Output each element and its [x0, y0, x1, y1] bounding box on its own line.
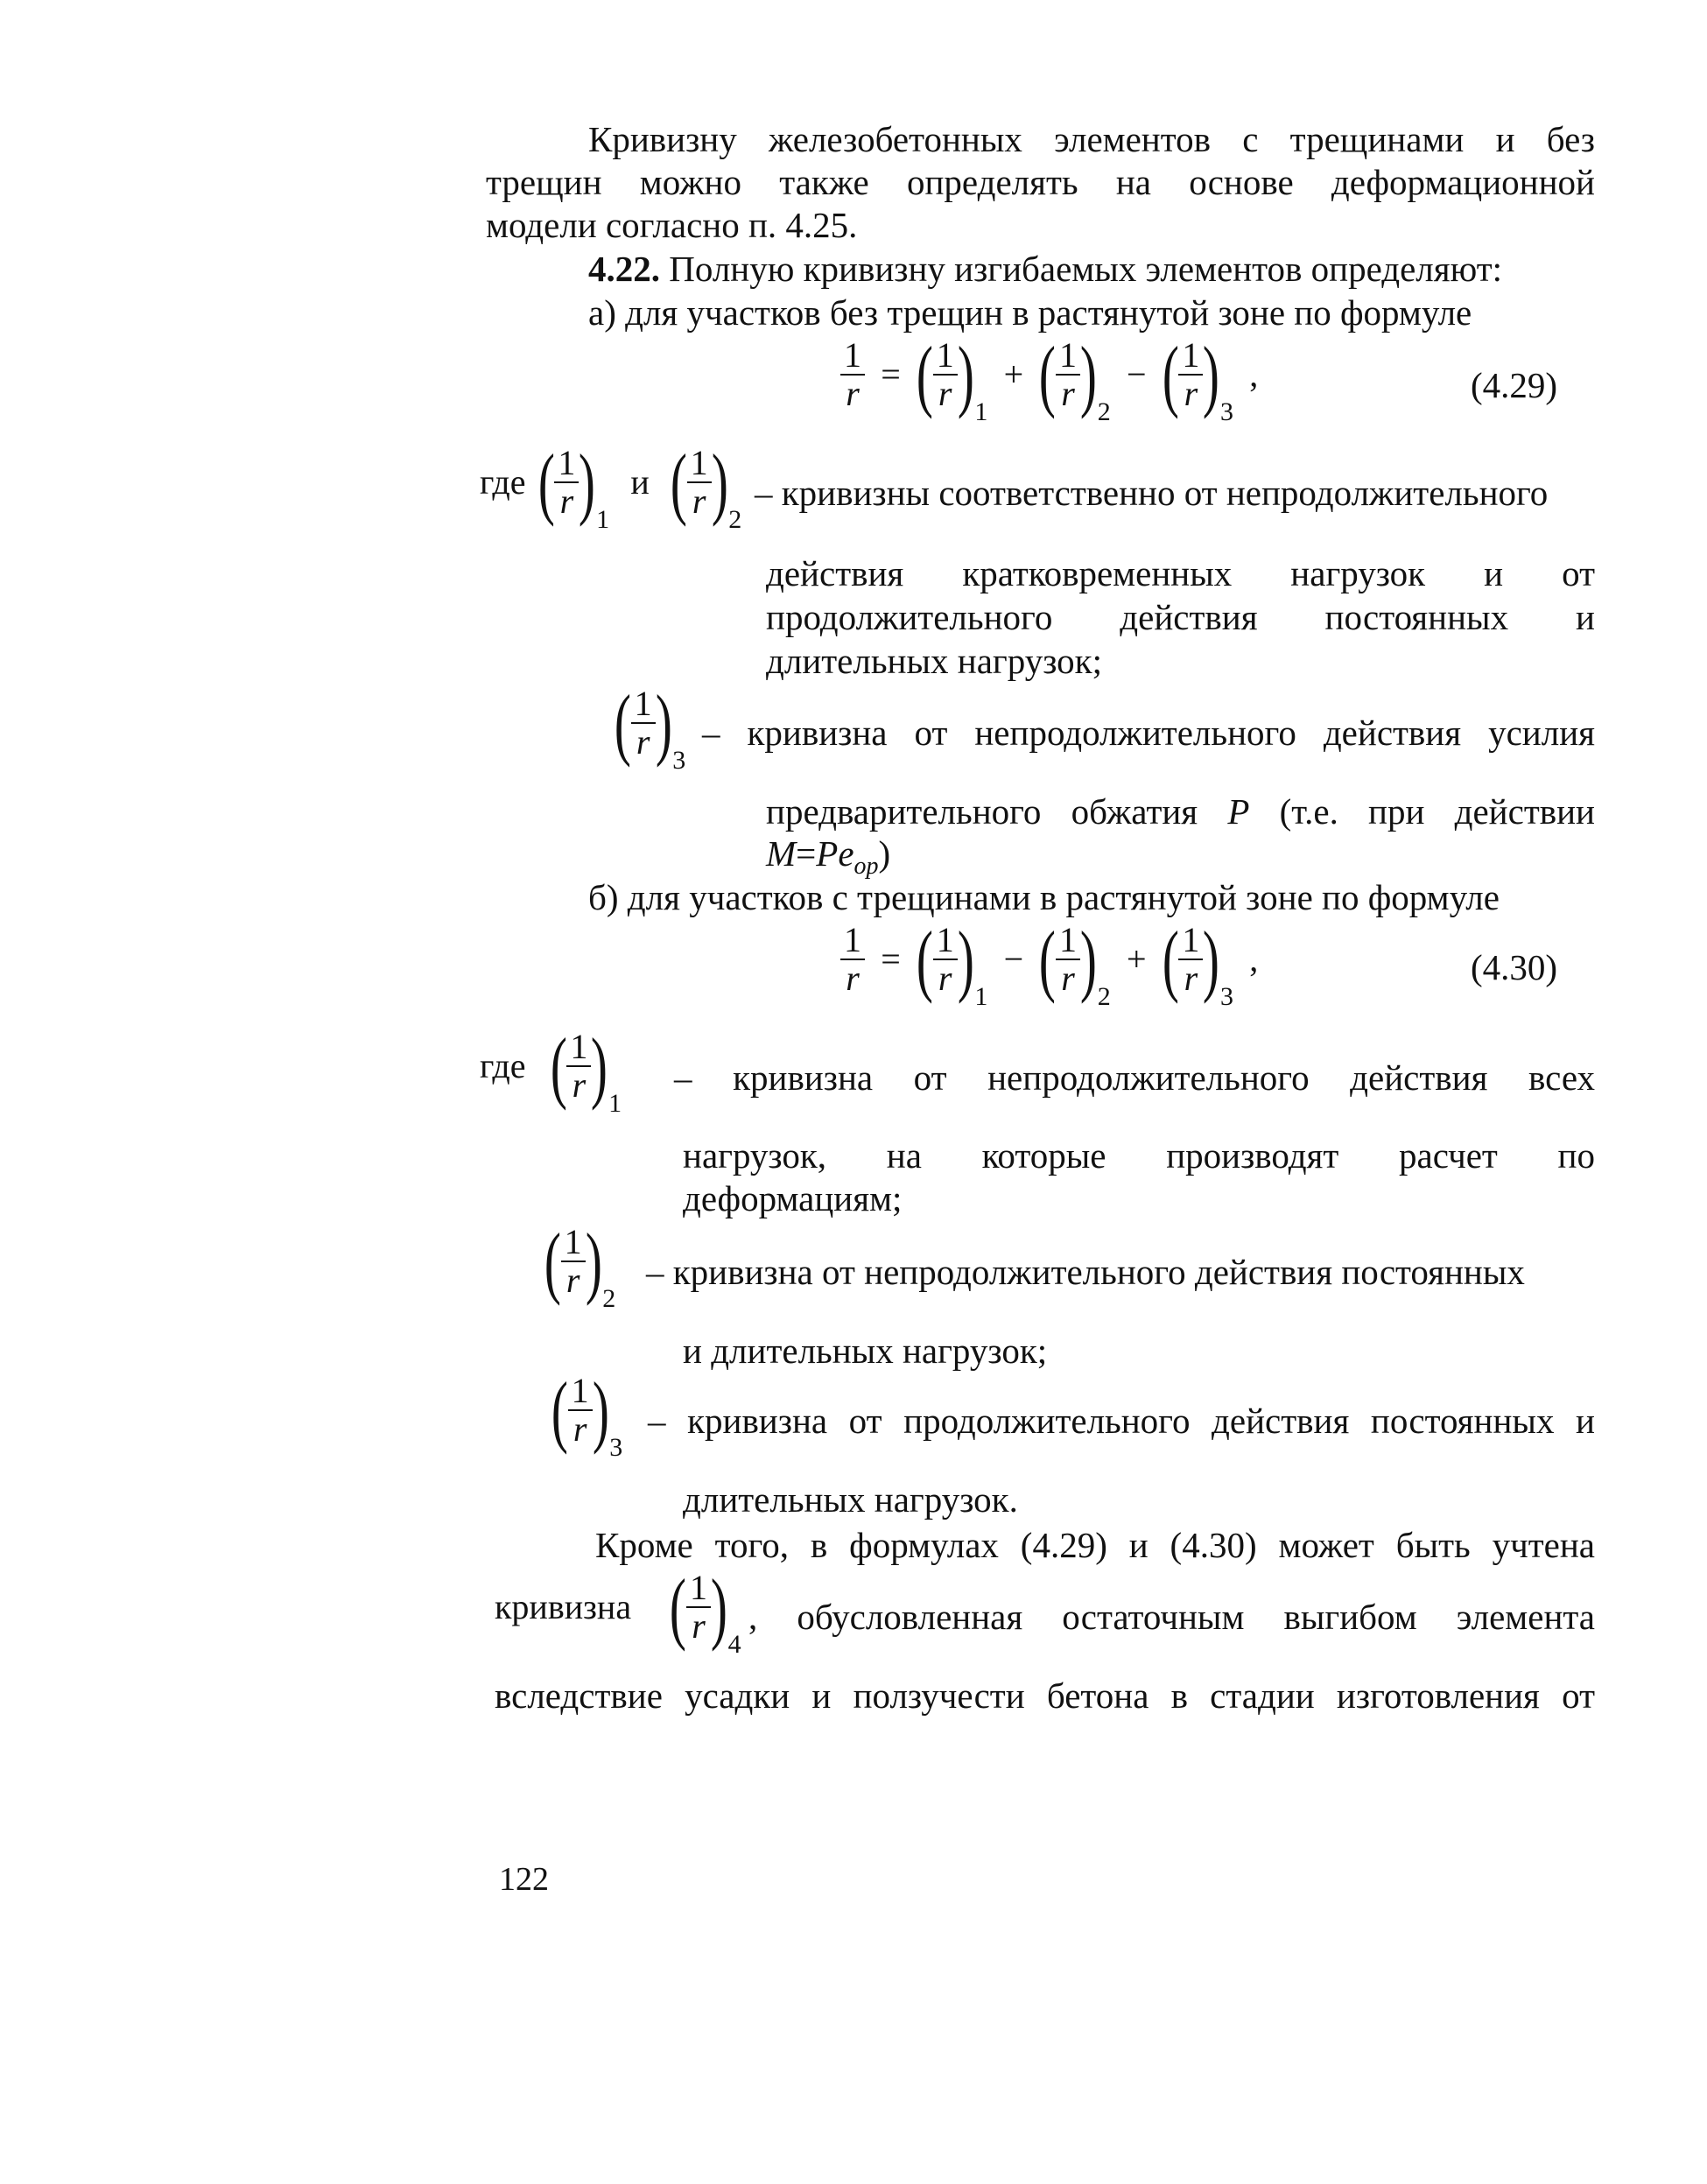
text-line: , обусловленная остаточным выгибом элемента — [748, 1597, 1595, 1637]
text-line: – кривизна от непродолжительного действия всех — [674, 1057, 1595, 1098]
curvature-term: ( $\frac{1}{r}$ ) 1 — [550, 1022, 622, 1118]
text-line: деформациям; — [683, 1178, 903, 1218]
equation-number: (4.29) — [1471, 365, 1558, 405]
where-line-1: где ( $\frac{1}{r}$ ) 1 и ( $\frac{1}{r}$ ) 2 — [480, 438, 742, 534]
text-line: – кривизны соответственно от непродолжительного — [755, 473, 1549, 513]
page-number: 122 — [499, 1861, 549, 1898]
curvature-term: ( $\frac{1}{r}$ ) 3 — [1162, 915, 1234, 1011]
text-line: предварительного обжатия P (т.е. при действии — [766, 791, 1595, 832]
where-term-3 — [614, 678, 686, 775]
text-line: $M=Pe_{op}$) — [766, 833, 891, 881]
text-line: Кроме того, в формулах (4.29) и (4.30) может быть учтена — [595, 1525, 1595, 1565]
where-term-b2 — [544, 1217, 616, 1313]
fraction: $\frac{1}{r}$ — [840, 922, 865, 997]
text-line: а) для участков без трещин в растянутой зоне по формуле — [588, 292, 1472, 333]
curvature-term: ( $\frac{1}{r}$ ) 3 — [614, 678, 686, 775]
curvature-term: ( $\frac{1}{r}$ ) 4 — [670, 1563, 741, 1659]
section-number: 4.22. — [588, 249, 660, 289]
text-line: вследствие усадки и ползучести бетона в стадии изготовления от — [495, 1675, 1595, 1716]
where-line-b1: где ( $\frac{1}{r}$ ) 1 — [480, 1022, 622, 1118]
text-line: длительных нагрузок. — [683, 1479, 1018, 1520]
curvature-term: ( $\frac{1}{r}$ ) 2 — [670, 438, 742, 534]
fraction: $\frac{1}{r}$ — [840, 337, 865, 412]
text-line: – кривизна от продолжительного действия постоянных и — [648, 1401, 1595, 1441]
formula-4-30: $\frac{1}{r}$ = ( $\frac{1}{r}$ ) 1 − ( $\frac{1}{r}$ ) 2 + ( $\frac{1}{r}$ ) 3 , — [840, 919, 1265, 1000]
text-line: б) для участков с трещинами в растянутой зоне по формуле — [588, 877, 1500, 917]
text-line: длительных нагрузок; — [766, 641, 1102, 681]
formula-4-29: $\frac{1}{r}$ = ( $\frac{1}{r}$ ) 1 + ( $\frac{1}{r}$ ) 2 − ( $\frac{1}{r}$ ) 3 , — [840, 334, 1265, 415]
curvature-4-line: кривизна ( $\frac{1}{r}$ ) 4 — [495, 1563, 741, 1659]
curvature-term: ( $\frac{1}{r}$ ) 1 — [916, 915, 988, 1011]
text-line: трещин можно также определять на основе деформационной — [486, 162, 1595, 202]
text-line: – кривизна от непродолжительного действия постоянных — [646, 1252, 1525, 1292]
text-line: нагрузок, на которые производят расчет по — [683, 1135, 1595, 1176]
curvature-term: ( $\frac{1}{r}$ ) 2 — [544, 1217, 616, 1313]
text-line: действия кратковременных нагрузок и от — [766, 553, 1595, 593]
section-heading-line — [588, 247, 1502, 291]
curvature-term: ( $\frac{1}{r}$ ) 1 — [916, 330, 988, 426]
text-line: Кривизну железобетонных элементов с трещинами и без — [588, 119, 1595, 159]
curvature-term: ( $\frac{1}{r}$ ) 3 — [551, 1366, 623, 1462]
curvature-term: ( $\frac{1}{r}$ ) 2 — [1039, 915, 1111, 1011]
curvature-term: ( $\frac{1}{r}$ ) 1 — [537, 438, 610, 534]
text-line: продолжительного действия постоянных и — [766, 597, 1595, 637]
text-line: модели согласно п. 4.25. — [486, 205, 858, 245]
curvature-term: ( $\frac{1}{r}$ ) 3 — [1162, 330, 1234, 426]
where-term-b3 — [551, 1366, 623, 1462]
equation-number: (4.30) — [1471, 947, 1558, 987]
text-line: – кривизна от непродолжительного действия усилия — [702, 713, 1595, 753]
section-heading-text: Полную кривизну изгибаемых элементов определяют: — [660, 249, 1502, 289]
curvature-term: ( $\frac{1}{r}$ ) 2 — [1039, 330, 1111, 426]
text-line: и длительных нагрузок; — [683, 1331, 1048, 1371]
